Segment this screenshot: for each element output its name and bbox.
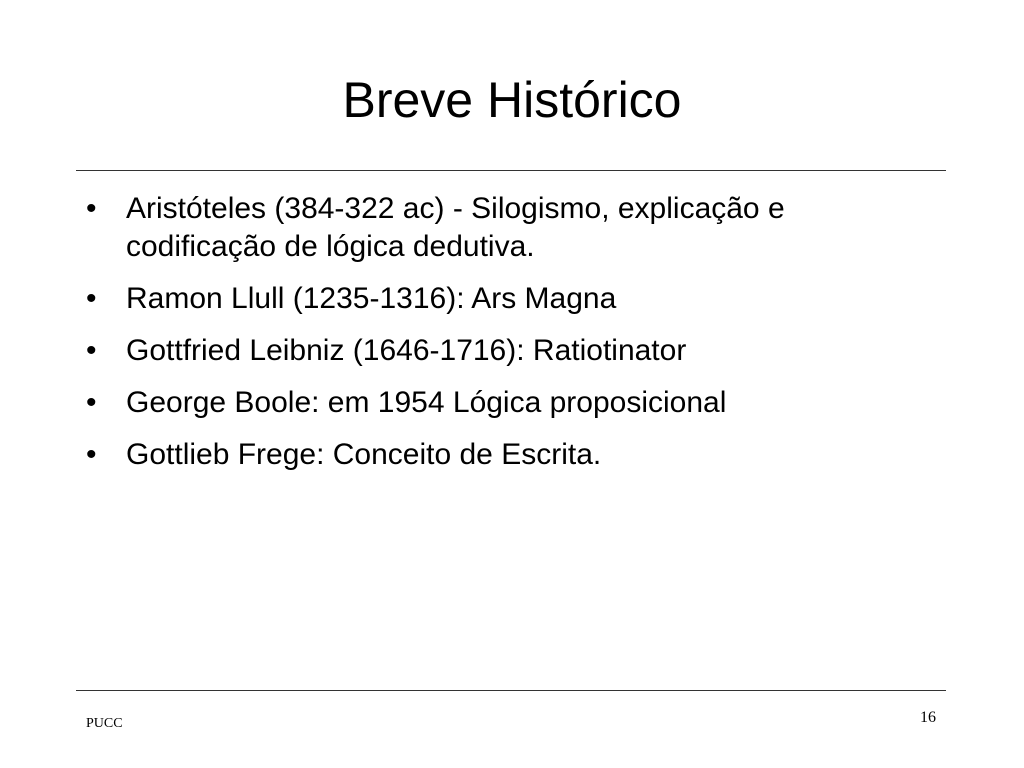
bullet-icon: • — [86, 386, 97, 419]
footer-label: PUCC — [86, 716, 123, 731]
bullet-icon: • — [86, 282, 97, 315]
bullet-text: Aristóteles (384-322 ac) - Silogismo, explicação e codificação de lógica dedutiva. — [126, 192, 785, 263]
bullet-item — [86, 190, 926, 266]
bullet-icon: • — [86, 192, 97, 225]
bullet-item — [86, 332, 926, 370]
bullet-item — [86, 436, 926, 474]
page-number: 16 — [920, 709, 936, 726]
slide-title: Breve Histórico — [342, 72, 682, 128]
bullet-text: Gottfried Leibniz (1646-1716): Ratiotinator — [126, 334, 687, 367]
footer-divider — [76, 690, 946, 691]
bullet-item — [86, 280, 926, 318]
bullet-icon: • — [86, 334, 97, 367]
title-divider — [76, 170, 946, 171]
bullet-text: Gottlieb Frege: Conceito de Escrita. — [126, 438, 602, 471]
bullet-text: Ramon Llull (1235-1316): Ars Magna — [126, 282, 617, 315]
bullet-icon: • — [86, 438, 97, 471]
bullet-text: George Boole: em 1954 Lógica proposicional — [126, 386, 727, 419]
bullet-item — [86, 384, 926, 422]
bullet-list — [86, 190, 926, 488]
